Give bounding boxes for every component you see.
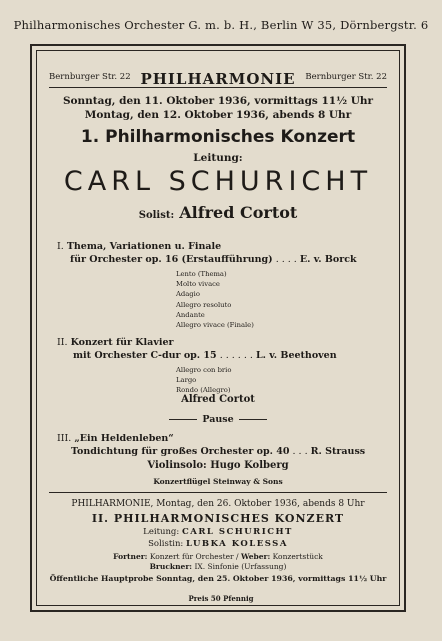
movement: Largo <box>176 376 197 385</box>
venue-name: PHILHARMONIE <box>140 70 296 88</box>
program-item-1-subtitle <box>70 254 389 265</box>
next-solistin-label: Solistin: <box>148 539 184 549</box>
soloist-line <box>37 203 399 222</box>
pause-rule-left <box>169 419 197 420</box>
piano-credit: Konzertflügel Steinway & Sons <box>153 477 283 486</box>
next-work-a-composer: Fortner: <box>113 552 148 561</box>
next-concert-title: II. PHILHARMONISCHES KONZERT <box>91 512 345 525</box>
movement: Rondo (Allegro) <box>176 386 231 395</box>
program-item-3-number: III. <box>57 433 72 444</box>
footer-divider <box>49 492 387 493</box>
program-item-1-dots: . . . . <box>275 254 297 265</box>
next-concert-solistin <box>37 539 399 549</box>
program-item-2-movements <box>176 365 231 396</box>
program-item-2-line2: mit Orchester C-dur op. 15 <box>73 350 217 361</box>
program-item-3-line1: „Ein Heldenleben“ <box>74 433 174 444</box>
next-concert-line: PHILHARMONIE, Montag, den 26. Oktober 1936, abends 8 Uhr <box>71 499 365 509</box>
movement: Adagio <box>176 290 200 299</box>
movement: Molto vivace <box>176 280 220 289</box>
movement: Lento (Thema) <box>176 270 227 278</box>
movement: Allegro con brio <box>176 366 232 374</box>
program-item-2-number: II. <box>57 337 68 348</box>
price-label: Preis 50 Pfennig <box>188 594 254 603</box>
date-line-1: Sonntag, den 11. Oktober 1936, vormittags 11½ Uhr <box>62 95 374 107</box>
soloist-label: Solist: <box>138 210 175 221</box>
next-work-separator: / <box>236 552 239 561</box>
program-item-1-composer: E. v. Borck <box>299 254 357 265</box>
next-leitung-label: Leitung: <box>143 527 180 537</box>
program-item-3-line2: Tondichtung für großes Orchester op. 40 <box>71 446 290 457</box>
next-work-b-title: Konzertstück <box>272 552 323 561</box>
movement: Andante <box>176 310 205 319</box>
pause-label: Pause <box>202 414 234 425</box>
movement: Allegro resoluto <box>176 300 232 309</box>
venue-address-left: Bernburger Str. 22 <box>49 72 131 82</box>
venue-address-right: Bernburger Str. 22 <box>305 72 387 82</box>
next-work-c-title: IX. Sinfonie (Urfassung) <box>194 562 287 571</box>
next-concert-works-1 <box>37 552 399 561</box>
program-item-1-movements <box>176 269 254 330</box>
concert-title: 1. Philharmonisches Konzert <box>80 127 356 147</box>
next-solistin-name: LUBKA KOLESSA <box>186 539 288 549</box>
next-concert-leitung <box>37 527 399 537</box>
venue-header <box>37 69 399 88</box>
program-item-3-dots: . . . <box>292 446 308 457</box>
date-line-2: Montag, den 12. Oktober 1936, abends 8 Uhr <box>84 109 352 121</box>
program-item-2-subtitle <box>73 350 389 361</box>
pause-rule-right <box>239 419 267 420</box>
program-frame <box>30 44 406 612</box>
soloist-name: Alfred Cortot <box>179 203 298 222</box>
program-item-2-soloist: Alfred Cortot <box>181 394 255 405</box>
program-item-3-subtitle <box>71 446 389 457</box>
program-item-2-line1: Konzert für Klavier <box>70 337 174 348</box>
program-item-1-number: I. <box>57 241 64 252</box>
pause-line <box>37 414 399 425</box>
next-work-a-title: Konzert für Orchester <box>149 552 234 561</box>
program-item-2-dots: . . . . . . <box>219 350 253 361</box>
conductor-name: CARL SCHURICHT <box>63 166 373 197</box>
program-item-1-line2: für Orchester op. 16 (Erstaufführung) <box>70 254 273 265</box>
next-work-c-composer: Bruckner: <box>149 562 193 571</box>
next-concert-works-2 <box>37 562 399 571</box>
program-item-3-title <box>57 433 389 444</box>
program-inner-frame <box>36 50 400 606</box>
header-divider <box>49 87 387 88</box>
program-item-3-soloist: Violinsolo: Hugo Kolberg <box>147 460 289 471</box>
leitung-label: Leitung: <box>193 152 243 164</box>
publisher-line: Philharmonisches Orchester G. m. b. H., Berlin W 35, Dörnbergstr. 6 <box>13 18 429 32</box>
program-item-1-title <box>57 241 389 252</box>
movement: Allegro vivace (Finale) <box>176 321 254 330</box>
program-item-2-composer: L. v. Beethoven <box>255 350 337 361</box>
program-item-3-composer: R. Strauss <box>310 446 366 457</box>
next-leitung-name: CARL SCHURICHT <box>181 527 293 537</box>
next-concert-rehearsal: Öffentliche Hauptprobe Sonntag, den 25. Oktober 1936, vormittags 11½ Uhr <box>49 574 387 583</box>
next-work-b-composer: Weber: <box>240 552 271 561</box>
program-item-2-title <box>57 337 389 348</box>
program-item-1-line1: Thema, Variationen u. Finale <box>66 241 222 252</box>
